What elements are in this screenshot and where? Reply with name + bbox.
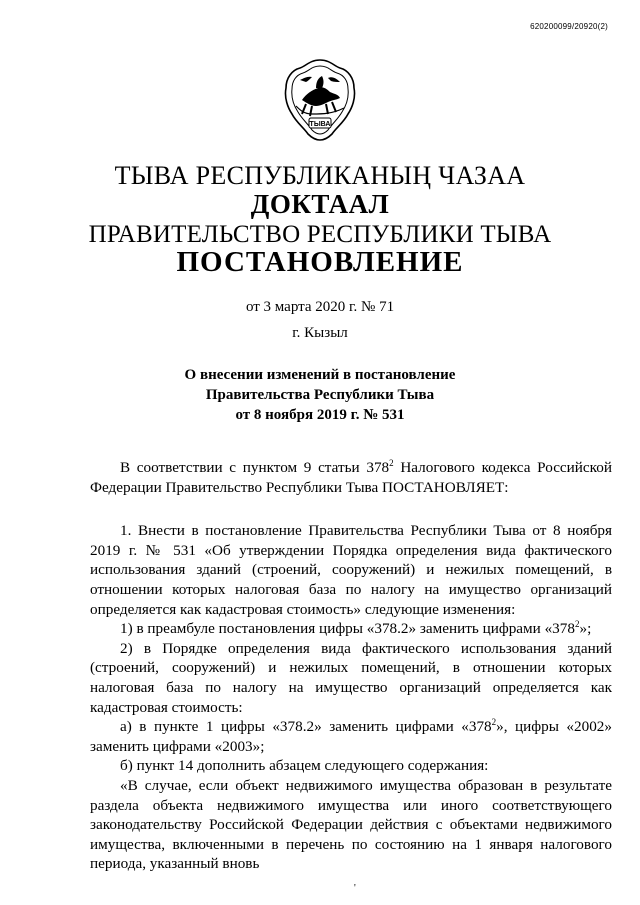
paragraph-3: 2) в Порядке определения вида фактического использования зданий (строений, сооружений) и нежилых помещений, в отношении которых налоговая база по налогу на имущество организаций определяется как кадастровая стоимость: [90,639,612,716]
title-line-1: О внесении изменений в постановление [184,367,456,383]
document-date-line: от 3 марта 2020 г. № 71 [245,299,395,315]
title-line-2: Правительства Республики Тыва [205,387,435,403]
title-line-3: от 8 ноября 2019 г. № 531 [235,407,405,423]
document-registration-number: 620200099/20920(2) [530,22,608,31]
tyva-coat-of-arms-icon [282,58,358,142]
header-tyva-line: ТЫВА РЕСПУБЛИКАНЫҢ ЧАЗАА [114,161,526,190]
paragraph-4: а) в пункте 1 цифры «378.2» заменить цифрами «$378^2$», цифры «2002» заменить цифрами «2003»; [90,717,612,755]
paragraph-1: 1. Внести в постановление Правительства Республики Тыва от 8 ноября 2019 г. № 531 «Об утверждении Порядка определения вида фактического использования зданий (строений, сооружений) и нежилых помещений, в отношении которых налоговая база по налогу на имущество организаций определяется как кадастровая стоимость» следующие изменения: [90,522,612,618]
paragraph-6: «В случае, если объект недвижимого имущества образован в результате раздела объекта недвижимого имущества или иного соответствующего законодательству Российской Федерации действия с объектами недвижимого имущества, включенными в перечень по состоянию на 1 января налогового периода, указанный вновь [90,776,612,873]
header-doktaal: ДОКТААЛ [250,189,390,219]
emblem-text: ТЫВА [309,121,331,128]
footer-mark: ' [354,883,356,894]
document-body [90,458,612,874]
preamble-paragraph: В соответствии с пунктом 9 статьи $378^2$ Налогового кодекса Российской Федерации Правительство Республики Тыва ПОСТАНОВЛЯЕТ: [90,457,612,496]
paragraph-5: б) пункт 14 дополнить абзацем следующего содержания: [120,757,489,775]
paragraph-2: 1) в преамбуле постановления цифры «378.2» заменить цифрами «$378^2$»; [120,619,592,638]
document-city: г. Кызыл [292,325,348,341]
document-title [0,365,640,425]
header-postanovlenie: ПОСТАНОВЛЕНИЕ [176,246,464,278]
header-government-line: ПРАВИТЕЛЬСТВО РЕСПУБЛИКИ ТЫВА [88,221,552,248]
